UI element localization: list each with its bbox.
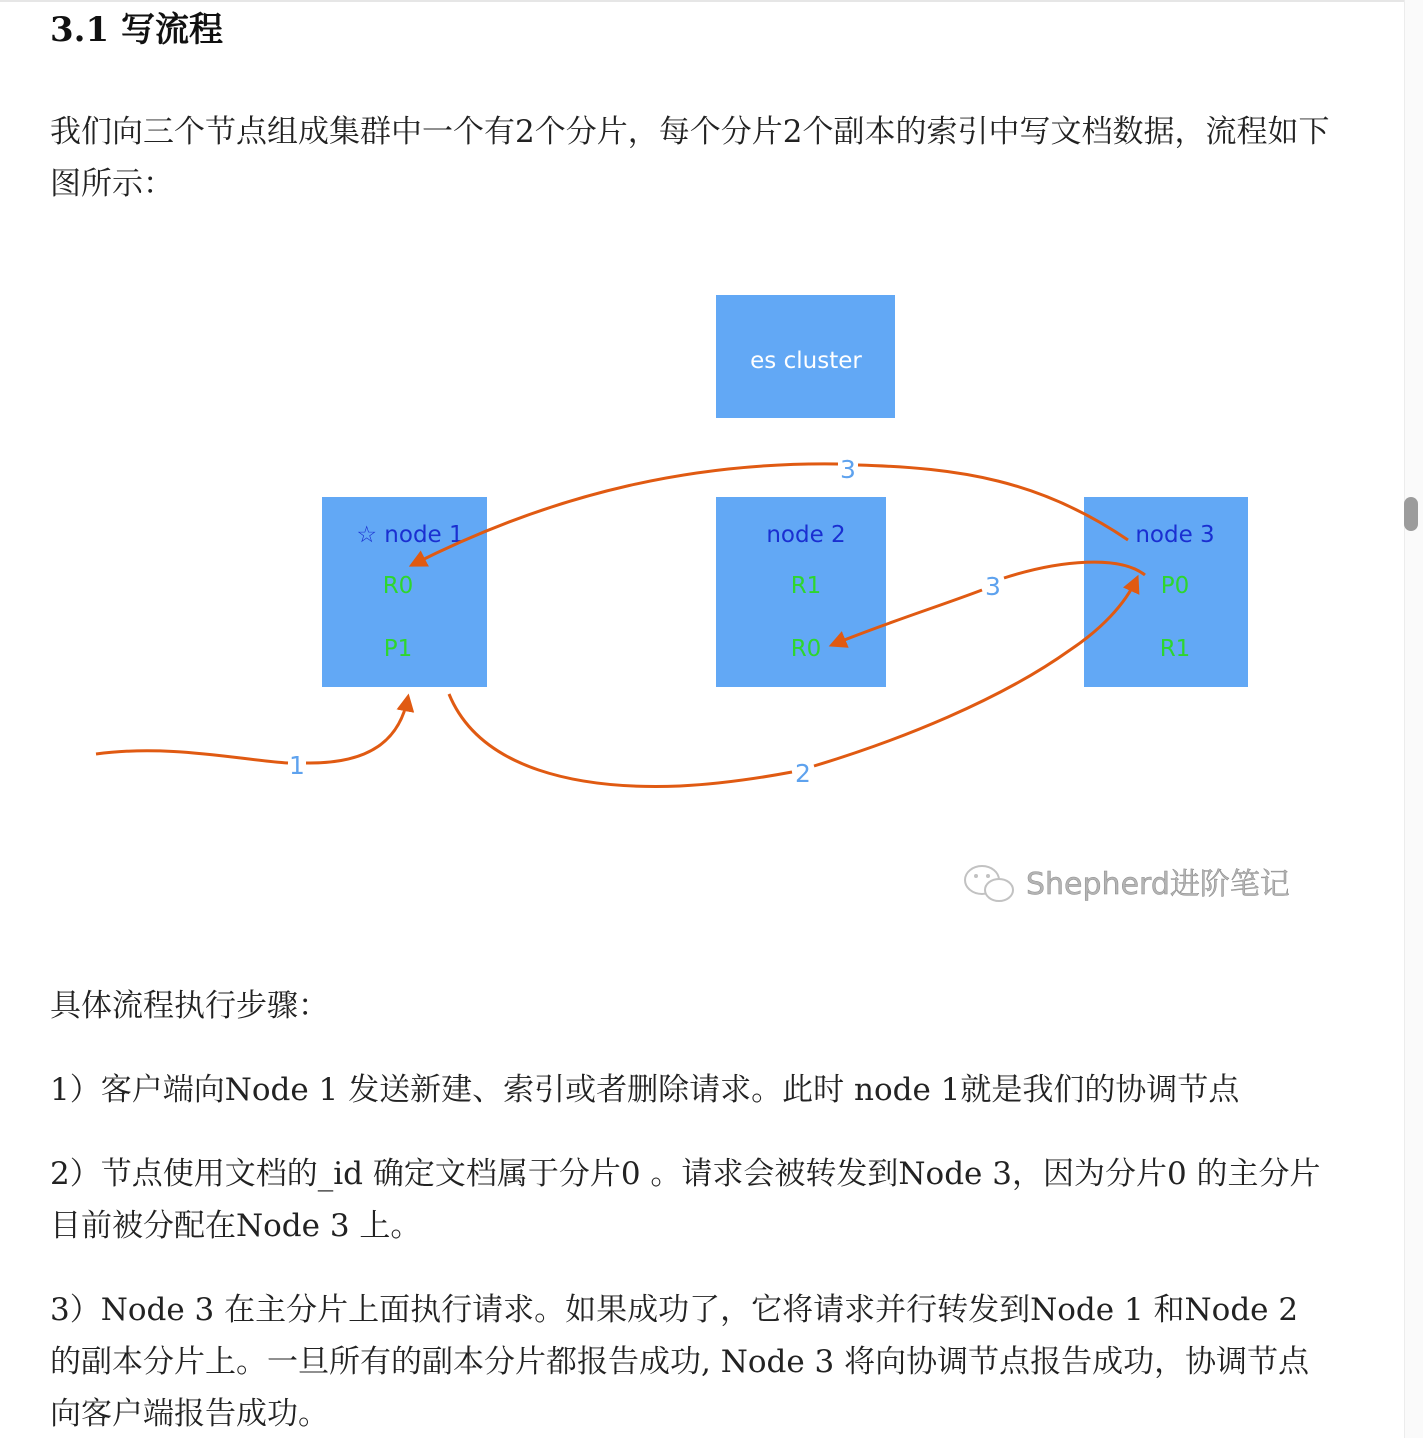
watermark-text: Shepherd进阶笔记 <box>1026 867 1290 902</box>
node-3-label: node 3 <box>1135 522 1215 548</box>
step-2-paragraph: 2）节点使用文档的_id 确定文档属于分片0 。请求会被转发到Node 3，因为分片0 的主分片目前被分配在Node 3 上。 <box>50 1156 1321 1244</box>
scrollbar-track[interactable] <box>1404 0 1423 1438</box>
arrow-step-1-label: 1 <box>289 751 305 780</box>
section-title: 3.1 写流程 <box>50 10 223 50</box>
arrow-step-1 <box>96 697 408 763</box>
intro-paragraph: 我们向三个节点组成集群中一个有2个分片，每个分片2个副本的索引中写文档数据，流程如下图所示： <box>50 114 1330 202</box>
es-cluster-label: es cluster <box>750 348 862 374</box>
node-1-shard-r0: R0 <box>382 573 414 599</box>
node-2-shard-r1: R1 <box>790 573 822 599</box>
wechat-icon <box>965 866 1013 901</box>
node-1-label: ☆ node 1 <box>356 522 464 548</box>
step-1-paragraph: 1）客户端向Node 1 发送新建、索引或者删除请求。此时 node 1就是我们的协调节点 <box>50 1072 1240 1108</box>
arrow-step-3a-label: 3 <box>840 455 856 484</box>
scrollbar-thumb[interactable] <box>1404 497 1418 531</box>
steps-heading: 具体流程执行步骤： <box>50 988 329 1024</box>
step-3-paragraph: 3）Node 3 在主分片上面执行请求。如果成功了，它将请求并行转发到Node 1 和Node 2 的副本分片上。一旦所有的副本分片都报告成功, Node 3 将向协调节点报告成功，协调节点向客户端报告成功。 <box>50 1292 1310 1432</box>
node-2-shard-r0: R0 <box>790 636 822 662</box>
arrow-step-3b-label: 3 <box>985 572 1001 601</box>
write-flow-diagram <box>0 260 1400 950</box>
node-1-shard-p1: P1 <box>383 636 413 662</box>
arrow-step-2-label: 2 <box>795 759 811 788</box>
node-3-shard-p0: P0 <box>1160 573 1190 599</box>
node-2-label: node 2 <box>766 522 846 548</box>
top-border <box>0 0 1423 2</box>
node-3-shard-r1: R1 <box>1159 636 1191 662</box>
